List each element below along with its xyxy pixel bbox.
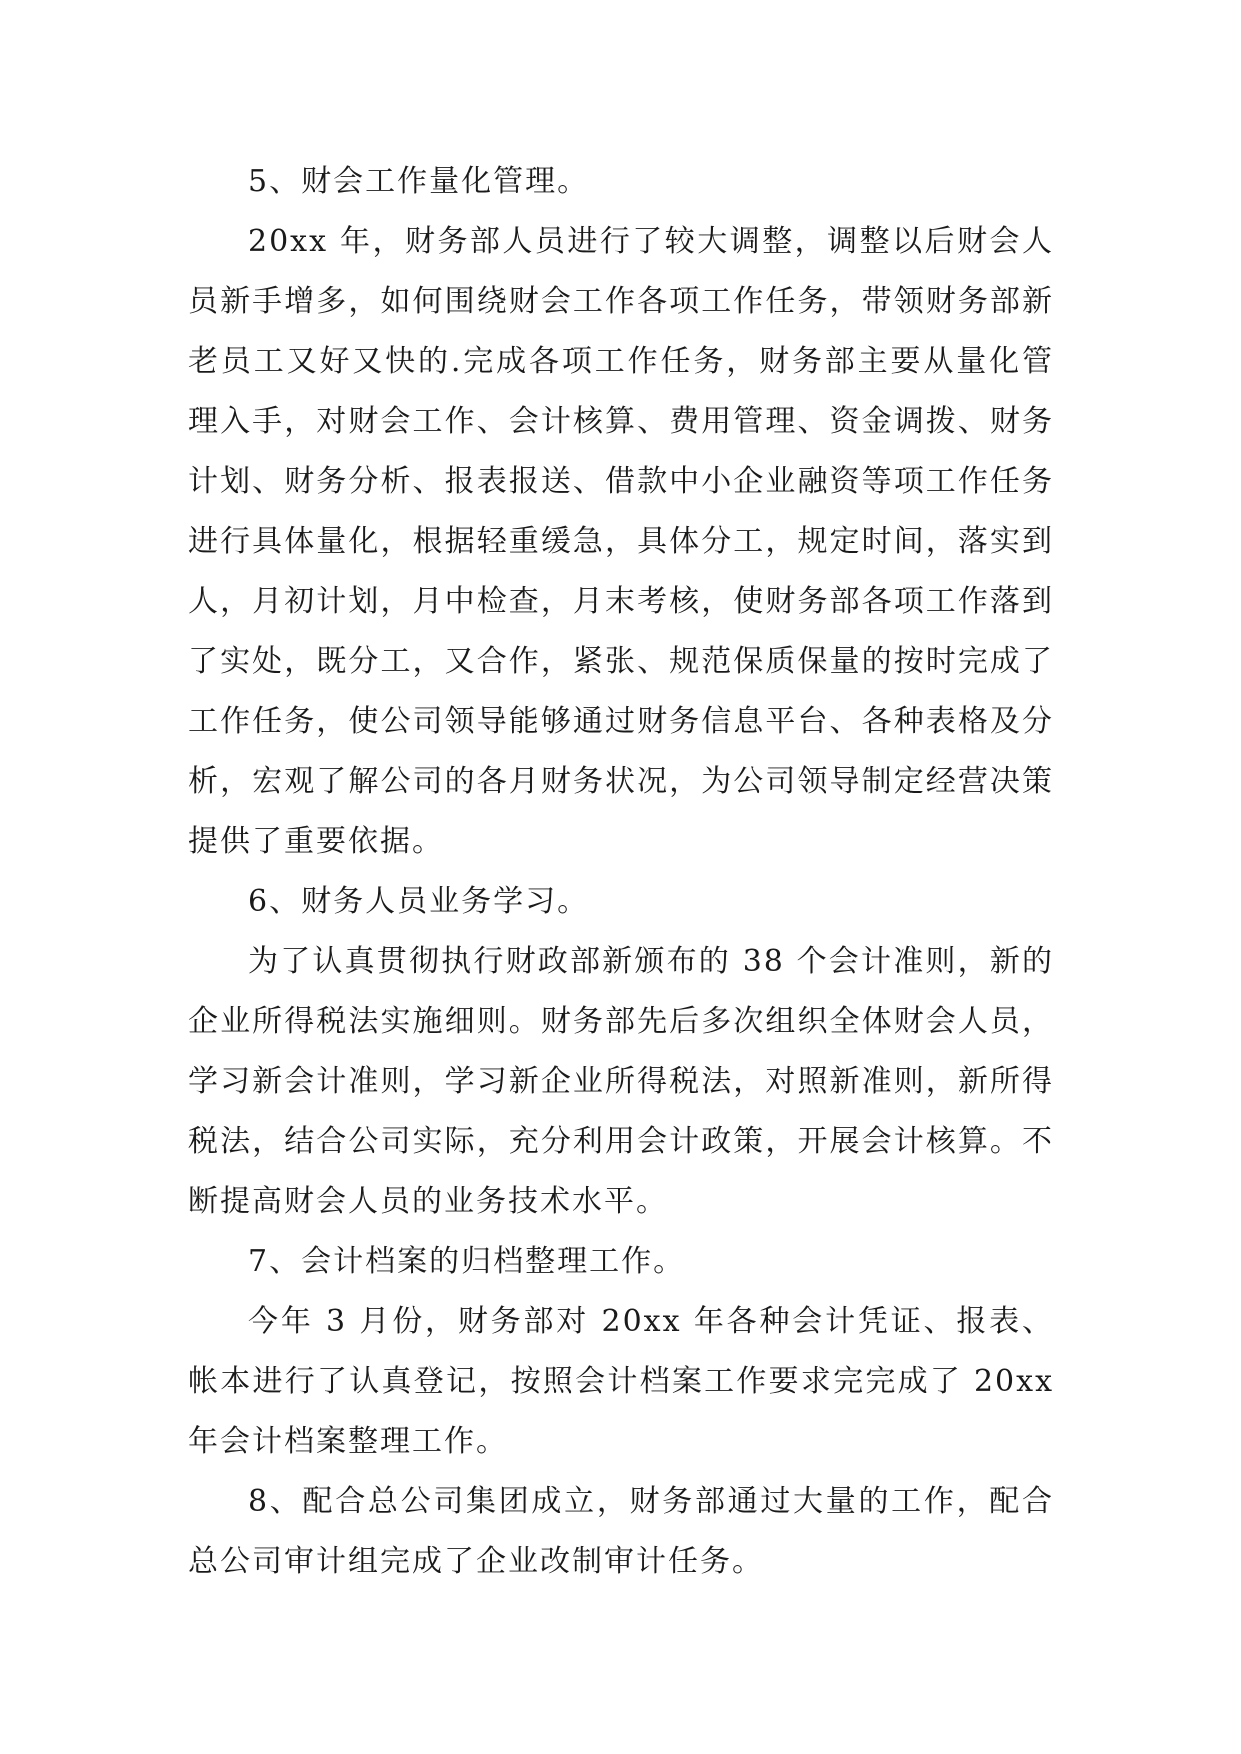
document-body	[188, 152, 1054, 1592]
body-paragraph: 8、配合总公司集团成立，财务部通过大量的工作，配合总公司审计组完成了企业改制审计任务。	[188, 1484, 1054, 1579]
section-heading-6: 6、财务人员业务学习。	[248, 884, 590, 919]
body-paragraph: 为了认真贯彻执行财政部新颁布的 38 个会计准则，新的企业所得税法实施细则。财务部先后多次组织全体财会人员，学习新会计准则，学习新企业所得税法，对照新准则，新所得税法，结合公司实际，充分利用会计政策，开展会计核算。不断提高财会人员的业务技术水平。	[188, 944, 1054, 1219]
section-heading-5: 5、财会工作量化管理。	[248, 164, 590, 199]
section-heading-7: 7、会计档案的归档整理工作。	[248, 1244, 686, 1279]
body-paragraph: 20xx 年，财务部人员进行了较大调整，调整以后财会人员新手增多，如何围绕财会工作各项工作任务，带领财务部新老员工又好又快的.完成各项工作任务，财务部主要从量化管理入手，对财会工作、会计核算、费用管理、资金调拨、财务计划、财务分析、报表报送、借款中小企业融资等项工作任务进行具体量化，根据轻重缓急，具体分工，规定时间，落实到人，月初计划，月中检查，月末考核，使财务部各项工作落到了实处，既分工，又合作，紧张、规范保质保量的按时完成了工作任务，使公司领导能够通过财务信息平台、各种表格及分析，宏观了解公司的各月财务状况，为公司领导制定经营决策提供了重要依据。	[188, 224, 1054, 859]
body-paragraph: 今年 3 月份，财务部对 20xx 年各种会计凭证、报表、帐本进行了认真登记，按照会计档案工作要求完完成了 20xx 年会计档案整理工作。	[188, 1304, 1054, 1459]
